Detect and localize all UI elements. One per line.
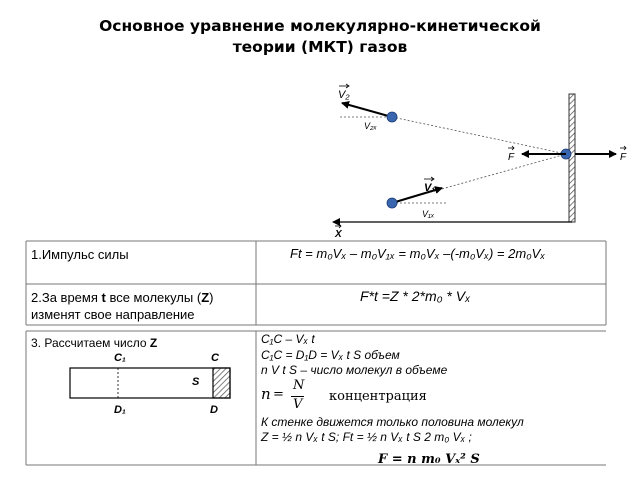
x-axis-label: X bbox=[335, 229, 342, 240]
title-line-2: теории (МКТ) газов bbox=[232, 38, 408, 56]
volume-box bbox=[70, 368, 230, 398]
row1-label: 1.Импульс силы bbox=[31, 247, 129, 262]
row2-label-line1: 2.За время t все молекулы (Z) bbox=[31, 290, 214, 305]
row1-formula: Ft = m₀Vₓ – m₀V₁ₓ = m₀Vₓ –(-m₀Vₓ) = 2m₀Vₓ bbox=[290, 246, 546, 261]
row3-line-1: C₁C – Vₓ t bbox=[261, 332, 315, 346]
molecule-2 bbox=[387, 112, 397, 122]
v1x-label: V₁ₓ bbox=[422, 209, 435, 219]
row2-formula: F*t =Z * 2*m₀ * Vₓ bbox=[360, 288, 471, 304]
conc-eq: = bbox=[273, 386, 284, 402]
v2-label: V₂ bbox=[338, 89, 350, 101]
row3-line-4: К стенке движется только половина молекул bbox=[261, 414, 524, 429]
conc-numerator: N bbox=[293, 377, 305, 393]
conc-denominator: V bbox=[293, 396, 303, 412]
label-s: S bbox=[192, 376, 200, 388]
row3-line-5: Z = ½ n Vₓ t S; Ft = ½ n Vₓ t S 2 m₀ Vₓ ; bbox=[261, 430, 472, 444]
force-left-label: F bbox=[508, 152, 515, 163]
label-d: D bbox=[210, 404, 218, 416]
title-line-1: Основное уравнение молекулярно-кинетической bbox=[99, 17, 541, 35]
force-right-label: F bbox=[620, 152, 627, 163]
row3-line-2: C₁C = D₁D = Vₓ t S объем bbox=[261, 347, 400, 362]
label-d1: D₁ bbox=[114, 404, 126, 416]
molecule-1 bbox=[387, 198, 397, 208]
v2x-label: V₂ₓ bbox=[364, 121, 377, 131]
row2-label-line2: изменят свое направление bbox=[31, 307, 195, 322]
label-c1: C₁ bbox=[114, 352, 126, 364]
label-c: C bbox=[211, 352, 219, 364]
wall bbox=[569, 94, 575, 222]
v1-label: V₁ bbox=[424, 182, 436, 194]
row3-label: 3. Рассчитаем число Z bbox=[31, 336, 158, 350]
concentration-formula bbox=[261, 379, 524, 415]
conc-n: n bbox=[261, 384, 271, 403]
row3-line-3: n V t S – число молекул в объеме bbox=[261, 363, 448, 377]
row3-derivation bbox=[261, 332, 524, 446]
velocity-v2-arrow bbox=[342, 103, 392, 117]
conc-label: концентрация bbox=[329, 388, 427, 404]
final-formula: F = n m₀ Vₓ² S bbox=[378, 452, 480, 467]
